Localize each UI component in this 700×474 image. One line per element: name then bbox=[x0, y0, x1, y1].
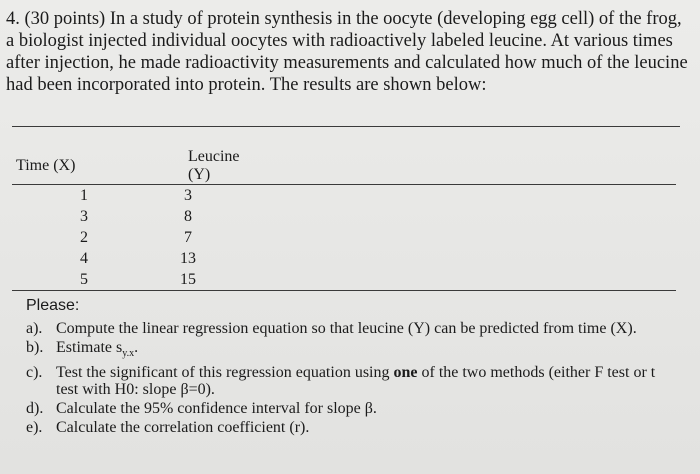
time-cell: 5 bbox=[12, 269, 118, 291]
task-text-after: . bbox=[134, 339, 139, 356]
divider-line bbox=[12, 126, 680, 127]
task-item bbox=[26, 320, 676, 337]
question-points: (30 points) bbox=[24, 9, 106, 29]
task-text: Calculate the correlation coefficient (r). bbox=[56, 419, 310, 437]
task-text-before: Estimate bbox=[56, 339, 116, 356]
data-table bbox=[12, 148, 676, 291]
task-text-after: of the two methods (either F test or t test with H0: slope β=0). bbox=[56, 364, 656, 399]
task-text bbox=[56, 364, 676, 398]
table-row bbox=[12, 227, 676, 248]
column-header-leucine: Leucine (Y) bbox=[118, 148, 258, 185]
leucine-cell: 3 bbox=[184, 187, 192, 204]
question-paragraph bbox=[6, 8, 694, 96]
task-item bbox=[26, 419, 676, 436]
leucine-cell: 15 bbox=[118, 269, 258, 291]
empty-cell bbox=[258, 185, 676, 207]
task-text: Calculate the 95% confidence interval for slope β. bbox=[56, 400, 377, 418]
empty-cell bbox=[258, 269, 676, 291]
table-header-row bbox=[12, 148, 676, 185]
column-header-spacer bbox=[258, 148, 676, 185]
emphasis-one: one bbox=[393, 364, 418, 382]
task-item bbox=[26, 364, 676, 398]
table-row bbox=[12, 248, 676, 269]
time-cell: 1 bbox=[80, 187, 88, 204]
time-cell: 4 bbox=[80, 250, 88, 267]
task-list bbox=[26, 320, 676, 438]
table-row bbox=[12, 206, 676, 227]
symbol-subscript: y.x bbox=[122, 348, 135, 360]
empty-cell bbox=[258, 248, 676, 269]
task-item bbox=[26, 400, 676, 417]
leucine-cell: 7 bbox=[184, 229, 192, 246]
task-item bbox=[26, 339, 676, 362]
task-label: b). bbox=[26, 339, 44, 356]
task-label: e). bbox=[26, 419, 43, 437]
leucine-cell: 13 bbox=[180, 250, 196, 267]
question-number: 4. bbox=[6, 9, 20, 29]
task-text bbox=[56, 339, 676, 362]
please-label: Please: bbox=[26, 297, 80, 314]
table-row bbox=[12, 269, 676, 291]
column-header-time: Time (X) bbox=[12, 148, 118, 185]
leucine-cell: 8 bbox=[184, 208, 192, 225]
symbol-s: s bbox=[115, 339, 123, 356]
task-label: d). bbox=[26, 400, 44, 418]
table-row bbox=[12, 185, 676, 207]
task-label: a). bbox=[26, 320, 43, 337]
empty-cell bbox=[258, 227, 676, 248]
task-label: c). bbox=[26, 364, 43, 382]
time-cell: 3 bbox=[80, 208, 88, 225]
empty-cell bbox=[258, 206, 676, 227]
task-text-before: Test the significant of this regression equation using bbox=[56, 364, 394, 382]
question-text: In a study of protein synthesis in the oocyte (developing egg cell) of the frog, a biologist injected individual oocytes with radioactively labeled leucine. At various times after injection, he made radioactivity measurements and calculated how much of the leucine had been incorporated into protein. The results are shown below: bbox=[6, 9, 688, 95]
time-cell: 2 bbox=[80, 229, 88, 246]
task-text: Compute the linear regression equation so that leucine (Y) can be predicted from time (X). bbox=[56, 320, 637, 337]
